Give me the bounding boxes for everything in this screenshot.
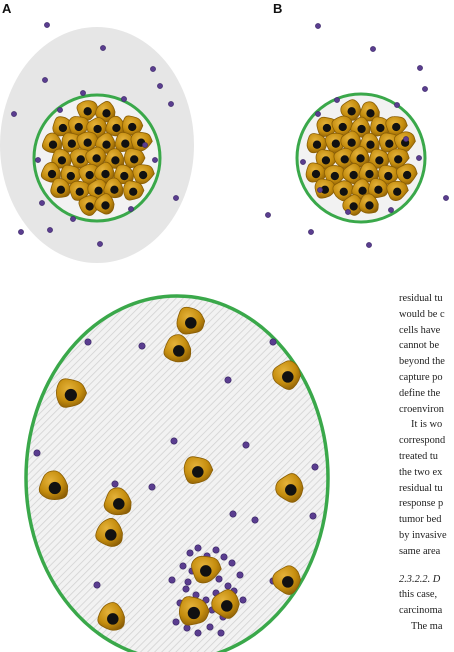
immune-cell	[218, 630, 224, 636]
immune-cell	[312, 464, 318, 470]
paragraph-gap	[399, 560, 454, 572]
immune-cell	[18, 229, 23, 234]
immune-cell	[149, 484, 155, 490]
immune-cell	[221, 554, 227, 560]
immune-cell	[422, 86, 427, 91]
immune-cell	[80, 90, 85, 95]
immune-cell	[230, 511, 236, 517]
immune-cell	[216, 576, 222, 582]
text-line: capture po	[399, 371, 443, 383]
immune-cell	[403, 136, 408, 141]
immune-cell	[85, 339, 91, 345]
immune-cell	[225, 583, 231, 589]
immune-cell	[443, 195, 448, 200]
text-line: residual tu	[399, 293, 443, 304]
panel-b-tumor-cluster	[306, 100, 417, 216]
text-line: croenviron	[399, 403, 445, 415]
immune-cell	[168, 101, 173, 106]
panel-a-label: A	[2, 1, 12, 16]
immune-cell	[70, 216, 75, 221]
immune-cell	[185, 579, 191, 585]
immune-cell	[310, 513, 316, 519]
immune-cell	[370, 46, 375, 51]
panel-b-label: B	[273, 1, 283, 16]
immune-cell	[94, 582, 100, 588]
text-line: by invasive	[399, 529, 447, 541]
text-line: It is wo	[411, 419, 443, 431]
immune-cell	[416, 155, 421, 160]
immune-cell	[207, 624, 213, 630]
immune-cell	[47, 227, 52, 232]
immune-cell	[57, 107, 62, 112]
immune-cell	[34, 450, 40, 456]
immune-cell	[183, 586, 189, 592]
immune-cell	[11, 111, 16, 116]
immune-cell	[366, 242, 371, 247]
immune-cell	[225, 377, 231, 383]
immune-cell	[270, 339, 276, 345]
immune-cell	[150, 66, 155, 71]
immune-cell	[334, 97, 339, 102]
text-line: treated tu	[399, 450, 438, 462]
text-line: carcinoma	[399, 605, 443, 617]
text-line: The ma	[411, 620, 443, 632]
immune-cell	[394, 102, 399, 107]
text-line: residual tu	[399, 482, 443, 494]
immune-cell	[388, 207, 393, 212]
immune-cell	[252, 517, 258, 523]
immune-cell	[97, 241, 102, 246]
text-line: 2.3.2.2. D	[399, 573, 441, 585]
immune-cell	[184, 625, 190, 631]
immune-cell	[265, 212, 270, 217]
immune-cell	[237, 572, 243, 578]
text-line: cannot be	[399, 340, 440, 352]
immune-cell	[213, 547, 219, 553]
immune-cell	[300, 159, 305, 164]
immune-cell	[139, 343, 145, 349]
text-line: same area	[399, 545, 441, 557]
text-line: beyond the	[399, 356, 445, 368]
text-line: tumor bed	[399, 514, 442, 526]
text-line: define the	[399, 387, 441, 399]
immune-cell	[42, 77, 47, 82]
immune-cell	[128, 206, 133, 211]
immune-cell	[315, 111, 320, 116]
immune-cell	[100, 45, 105, 50]
immune-cell	[243, 442, 249, 448]
panel-a	[0, 1, 194, 263]
immune-cell	[152, 157, 157, 162]
immune-cell	[240, 597, 246, 603]
immune-cell	[229, 560, 235, 566]
immune-cell	[157, 83, 162, 88]
immune-cell	[169, 577, 175, 583]
immune-cell	[35, 157, 40, 162]
text-line: response p	[399, 498, 444, 510]
text-line: this case,	[399, 589, 438, 601]
immune-cell	[180, 563, 186, 569]
immune-cell	[142, 142, 147, 147]
immune-cell	[173, 619, 179, 625]
immune-cell	[195, 630, 201, 636]
immune-cell	[173, 195, 178, 200]
immune-cell	[39, 200, 44, 205]
text-line: correspond	[399, 435, 446, 447]
immune-cell	[308, 229, 313, 234]
text-line: the two ex	[399, 466, 443, 478]
text-line: would be c	[399, 308, 445, 320]
immune-cell	[171, 438, 177, 444]
body-text-excerpt	[399, 291, 454, 635]
panel-b	[265, 1, 448, 248]
text-line: cells have	[399, 324, 441, 336]
immune-cell	[44, 22, 49, 27]
immune-cell	[195, 545, 201, 551]
immune-cell	[187, 550, 193, 556]
immune-cell	[417, 65, 422, 70]
immune-cell	[121, 96, 126, 101]
immune-cell	[315, 23, 320, 28]
panel-c	[26, 296, 328, 652]
immune-cell	[317, 187, 322, 192]
immune-cell	[112, 481, 118, 487]
immune-cell	[345, 209, 350, 214]
